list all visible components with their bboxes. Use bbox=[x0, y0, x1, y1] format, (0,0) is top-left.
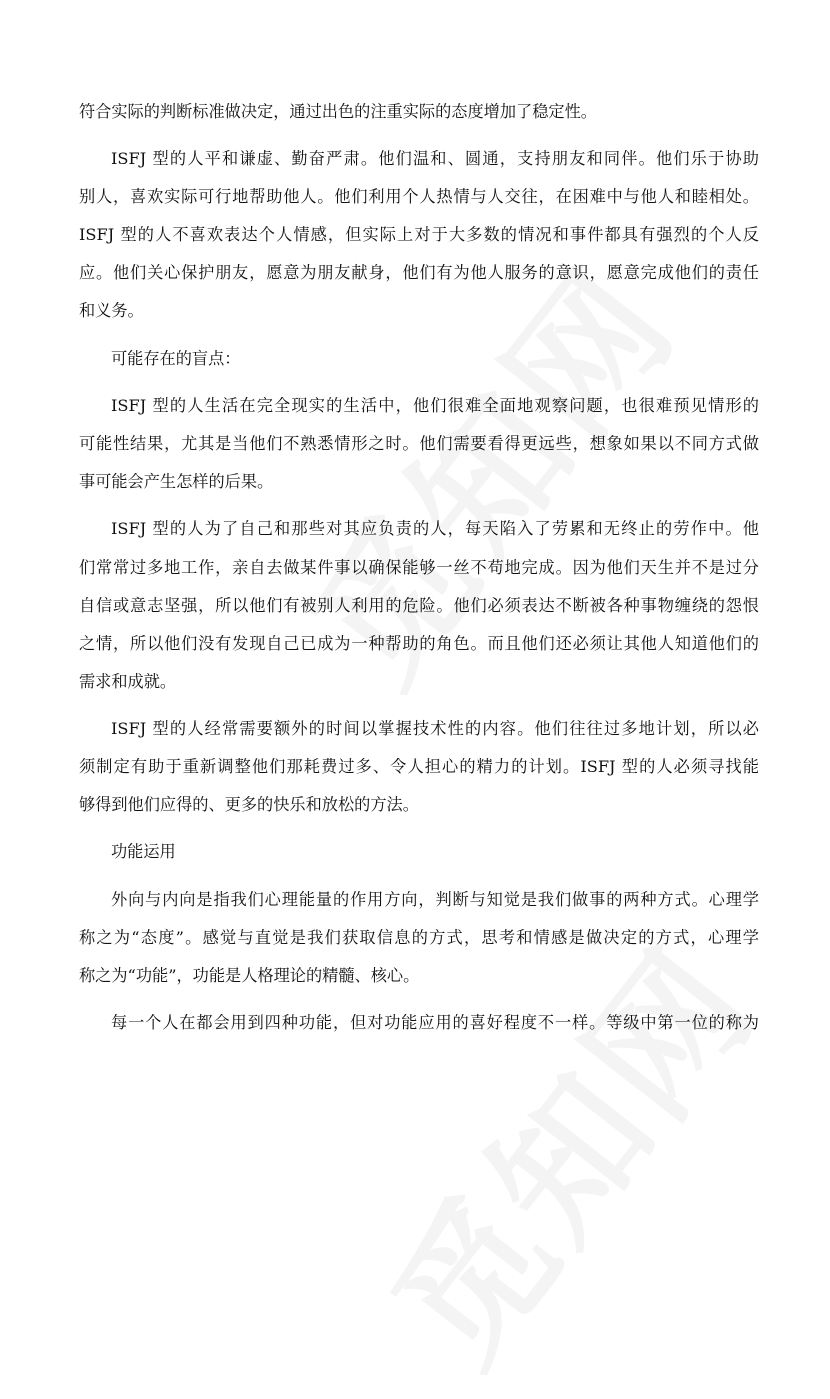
text-line: ISFJ 型的人不喜欢表达个人情感，但实际上对于大多数的情况和事件都具有强烈的个人反 bbox=[79, 225, 759, 244]
text-line: ISFJ 型的人平和谦虚、勤奋严肃。他们温和、圆通，支持朋友和同伴。他们乐于协助 bbox=[111, 149, 759, 168]
text-line: 别人，喜欢实际可行地帮助他人。他们利用个人热情与人交往，在困难中与他人和睦相处。 bbox=[79, 187, 759, 206]
text-line: 需求和成就。 bbox=[79, 672, 177, 691]
text-line: ISFJ 型的人生活在完全现实的生活中，他们很难全面地观察问题，也很难预见情形的 bbox=[111, 396, 759, 415]
text-line: 们常常过多地工作，亲自去做某件事以确保能够一丝不苟地完成。因为他们天生并不是过分 bbox=[79, 558, 759, 577]
text-line: 符合实际的判断标准做决定，通过出色的注重实际的态度增加了稳定性。 bbox=[79, 102, 597, 121]
text-line: 事可能会产生怎样的后果。 bbox=[79, 472, 274, 491]
text-line: 称之为“态度”。感觉与直觉是我们获取信息的方式，思考和情感是做决定的方式，心理学 bbox=[79, 928, 759, 947]
section-heading: 可能存在的盲点： bbox=[111, 349, 241, 368]
text-line: 称之为“功能”，功能是人格理论的精髓、核心。 bbox=[79, 966, 420, 985]
text-line: ISFJ 型的人为了自己和那些对其应负责的人，每天陷入了劳累和无终止的劳作中。他 bbox=[111, 519, 759, 538]
text-line: 每一个人在都会用到四种功能，但对功能应用的喜好程度不一样。等级中第一位的称为 bbox=[111, 1013, 759, 1032]
text-line: 和义务。 bbox=[79, 301, 144, 320]
section-heading: 功能运用 bbox=[111, 842, 176, 861]
text-line: 外向与内向是指我们心理能量的作用方向，判断与知觉是我们做事的两种方式。心理学 bbox=[111, 890, 759, 909]
text-line: ISFJ 型的人经常需要额外的时间以掌握技术性的内容。他们往往过多地计划，所以必 bbox=[111, 719, 759, 738]
text-line: 够得到他们应得的、更多的快乐和放松的方法。 bbox=[79, 795, 419, 814]
text-line: 之情，所以他们没有发现自己已成为一种帮助的角色。而且他们还必须让其他人知道他们的 bbox=[79, 634, 759, 653]
text-line: 应。他们关心保护朋友，愿意为朋友献身，他们有为他人服务的意识，愿意完成他们的责任 bbox=[79, 263, 759, 282]
text-line: 可能性结果，尤其是当他们不熟悉情形之时。他们需要看得更远些，想象如果以不同方式做 bbox=[79, 434, 759, 453]
text-line: 自信或意志坚强，所以他们有被别人利用的危险。他们必须表达不断被各种事物缠绕的怨恨 bbox=[79, 596, 759, 615]
text-line: 须制定有助于重新调整他们那耗费过多、令人担心的精力的计划。ISFJ 型的人必须寻找能 bbox=[79, 757, 759, 776]
